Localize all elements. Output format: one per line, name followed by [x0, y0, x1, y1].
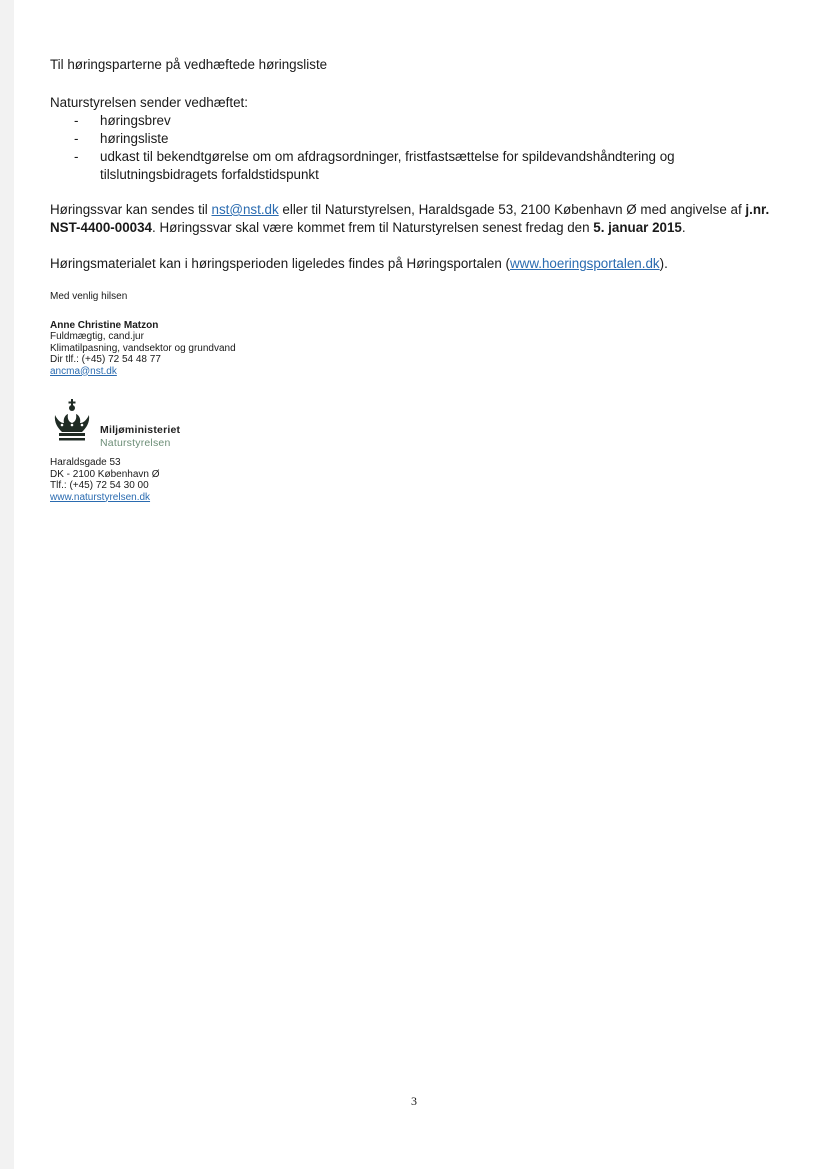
deadline-paragraph [50, 201, 780, 237]
address-phone: Tlf.: (+45) 72 54 30 00 [50, 480, 149, 491]
website-link[interactable]: www.naturstyrelsen.dk [50, 491, 151, 503]
letter-body [50, 56, 780, 273]
attachment-label: høringsliste [100, 131, 169, 146]
list-item [50, 112, 780, 130]
intro-text: Naturstyrelsen sender vedhæftet: [50, 95, 248, 110]
address-block [50, 457, 780, 503]
agency-name: Naturstyrelsen [100, 437, 171, 449]
text-segment: ). [659, 256, 668, 271]
page-number: 3 [411, 1094, 417, 1108]
ministry-logo [50, 399, 780, 451]
text-segment: . [681, 220, 686, 235]
portal-paragraph [50, 255, 780, 273]
letter-page [50, 56, 780, 503]
attachment-list [50, 112, 780, 184]
attachment-label: udkast til bekendtgørelse om om afdragsordninger, fristfastsættelse for spildevandshåndtering og tilslutningsbidragets forfaldstidspunkt [100, 149, 675, 182]
list-item [50, 130, 780, 148]
signer-email-link[interactable]: ancma@nst.dk [50, 365, 117, 377]
ministry-name: Miljøministeriet [100, 424, 181, 436]
dash-bullet: - [74, 149, 79, 164]
signer-name: Anne Christine Matzon [50, 319, 159, 331]
attachment-label: høringsbrev [100, 113, 171, 128]
address-city: DK - 2100 København Ø [50, 468, 160, 480]
signer-title: Fuldmægtig, cand.jur [50, 331, 144, 342]
text-segment: Høringssvar kan sendes til [50, 202, 212, 217]
address-street: Haraldsgade 53 [50, 457, 121, 468]
greeting: Til høringsparterne på vedhæftede høringsliste [50, 57, 328, 72]
scan-edge [0, 0, 14, 1169]
signature-block [50, 320, 780, 378]
signer-department: Klimatilpasning, vandsektor og grundvand [50, 342, 236, 354]
case-number: j.nr. NST-4400-00034 [50, 202, 770, 235]
list-item [50, 148, 780, 184]
text-segment: eller til Naturstyrelsen, Haraldsgade 53, 2100 København Ø med angivelse af [278, 202, 746, 217]
dash-bullet: - [74, 113, 79, 128]
email-link[interactable]: nst@nst.dk [211, 202, 279, 217]
text-segment: Høringsmaterialet kan i høringsperioden ligeledes findes på Høringsportalen ( [50, 256, 510, 271]
dash-bullet: - [74, 131, 79, 146]
crown-icon [50, 399, 94, 443]
deadline-date: 5. januar 2015 [593, 220, 682, 235]
closing-text: Med venlig hilsen [50, 291, 128, 302]
text-segment: . Høringssvar skal være kommet frem til Naturstyrelsen senest fredag den [152, 220, 594, 235]
signer-phone: Dir tlf.: (+45) 72 54 48 77 [50, 354, 161, 365]
portal-link[interactable]: www.hoeringsportalen.dk [509, 256, 660, 271]
